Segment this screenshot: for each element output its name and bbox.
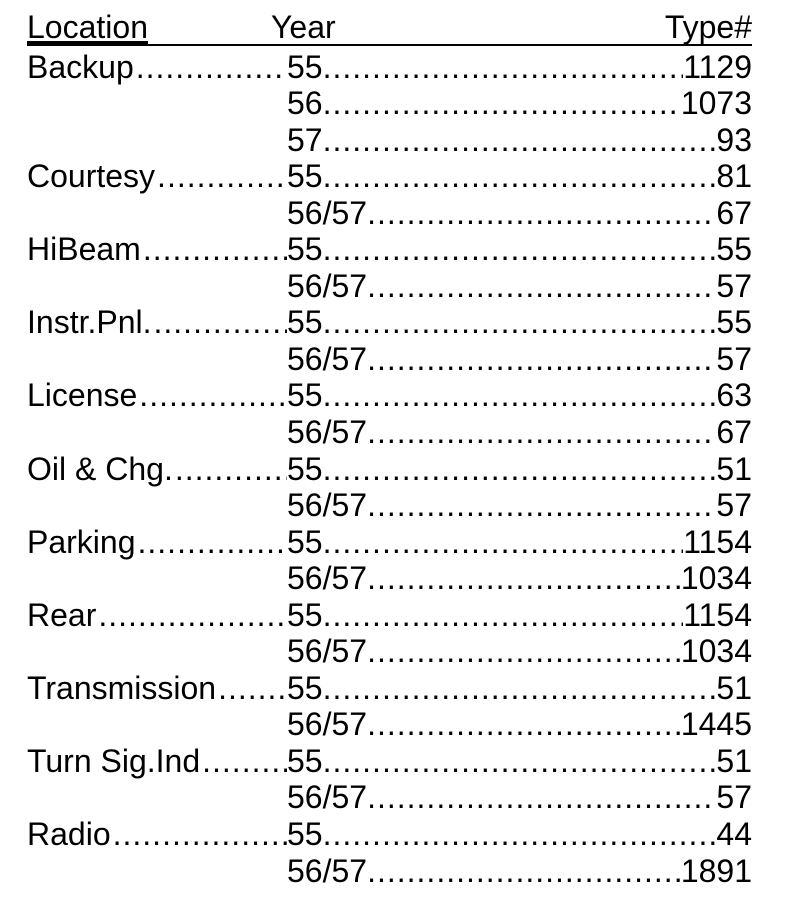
type-number: 55 <box>716 231 752 268</box>
dot-leader <box>175 451 287 487</box>
type-number: 55 <box>716 304 752 341</box>
dot-leader <box>323 524 684 560</box>
year-cell <box>287 341 716 377</box>
dot-leader <box>323 231 717 267</box>
type-number: 51 <box>716 742 752 779</box>
dot-leader <box>323 670 717 706</box>
dot-leader <box>367 633 681 669</box>
dot-leader <box>113 816 287 852</box>
location-cell <box>27 743 287 779</box>
type-number: 81 <box>716 158 752 195</box>
table-row <box>27 231 752 268</box>
year-label: 55 <box>287 669 323 706</box>
dot-leader <box>218 670 287 706</box>
type-number: 67 <box>716 194 752 231</box>
dot-leader <box>367 779 716 815</box>
year-label: 55 <box>287 304 323 341</box>
type-number: 63 <box>716 377 752 414</box>
dot-leader <box>157 158 287 194</box>
year-label: 56/57 <box>287 633 368 670</box>
table-row <box>27 742 752 779</box>
table-row <box>27 304 752 341</box>
dot-leader <box>323 122 717 158</box>
type-number: 51 <box>716 450 752 487</box>
year-cell <box>287 414 716 450</box>
type-number: 1154 <box>683 596 752 633</box>
dot-leader <box>202 743 287 779</box>
year-cell <box>287 597 683 633</box>
year-cell <box>287 743 716 779</box>
year-label: 55 <box>287 48 323 85</box>
year-label: 55 <box>287 596 323 633</box>
type-number: 1891 <box>680 852 752 889</box>
dot-leader <box>323 304 717 340</box>
year-label: 56 <box>287 85 323 122</box>
table-row <box>27 560 752 597</box>
dot-leader <box>143 231 287 267</box>
dot-leader <box>367 560 681 596</box>
table-row <box>27 633 752 670</box>
year-label: 56/57 <box>287 414 368 451</box>
location-cell <box>27 49 287 85</box>
year-cell <box>287 816 716 852</box>
dot-leader <box>367 853 681 889</box>
location-label: License <box>27 377 138 414</box>
location-label: Turn Sig.Ind <box>27 742 201 779</box>
year-label: 56/57 <box>287 267 368 304</box>
dot-leader <box>367 195 716 231</box>
table-row <box>27 158 752 195</box>
year-label: 55 <box>287 450 323 487</box>
year-label: 55 <box>287 158 323 195</box>
location-cell <box>27 816 287 852</box>
year-label: 56/57 <box>287 852 368 889</box>
year-cell <box>287 85 681 121</box>
year-cell <box>287 304 716 340</box>
location-cell <box>27 377 287 413</box>
year-cell <box>287 633 681 669</box>
year-cell <box>287 122 716 158</box>
location-header: Location <box>27 9 148 45</box>
dot-leader <box>323 597 684 633</box>
table-row <box>27 267 752 304</box>
year-cell <box>287 670 716 706</box>
type-number: 1034 <box>680 560 752 597</box>
dot-leader <box>323 49 684 85</box>
table-row <box>27 487 752 524</box>
dot-leader <box>136 49 287 85</box>
type-number: 44 <box>716 816 752 853</box>
dot-leader <box>98 597 287 633</box>
location-label: Courtesy <box>27 158 156 195</box>
year-cell <box>287 451 716 487</box>
location-cell <box>27 524 287 560</box>
bulb-chart <box>27 10 752 889</box>
dot-leader <box>367 487 716 523</box>
year-label: 56/57 <box>287 560 368 597</box>
dot-leader <box>323 377 717 413</box>
type-number: 1034 <box>680 633 752 670</box>
dot-leader <box>323 816 717 852</box>
location-label: Instr.Pnl. <box>27 304 152 341</box>
location-label: Backup <box>27 48 134 85</box>
location-label: HiBeam <box>27 231 141 268</box>
table-row <box>27 596 752 633</box>
dot-leader <box>323 451 717 487</box>
type-number: 57 <box>716 779 752 816</box>
year-label: 55 <box>287 377 323 414</box>
dot-leader <box>367 341 716 377</box>
dot-leader <box>323 85 681 121</box>
year-cell <box>287 487 716 523</box>
type-number: 93 <box>716 121 752 158</box>
table-row <box>27 413 752 450</box>
year-cell <box>287 158 716 194</box>
dot-leader <box>367 414 716 450</box>
year-cell <box>287 377 716 413</box>
year-label: 55 <box>287 523 323 560</box>
dot-leader <box>138 524 288 560</box>
year-cell <box>287 706 681 742</box>
type-header: Type# <box>664 9 752 45</box>
table-row <box>27 669 752 706</box>
table-header <box>27 10 752 46</box>
dot-leader <box>367 268 716 304</box>
dot-leader <box>154 304 288 340</box>
year-cell <box>287 853 681 889</box>
type-number: 57 <box>716 267 752 304</box>
dot-leader <box>367 706 681 742</box>
table-row <box>27 377 752 414</box>
location-cell <box>27 451 287 487</box>
year-label: 55 <box>287 231 323 268</box>
dot-leader <box>323 158 717 194</box>
location-cell <box>27 158 287 194</box>
location-label: Transmission <box>27 669 217 706</box>
table-row <box>27 340 752 377</box>
table-body <box>27 48 752 889</box>
table-row <box>27 48 752 85</box>
location-cell <box>27 304 287 340</box>
type-number: 57 <box>716 340 752 377</box>
location-cell <box>27 670 287 706</box>
table-row <box>27 194 752 231</box>
location-cell <box>27 597 287 633</box>
table-row <box>27 121 752 158</box>
table-row <box>27 852 752 889</box>
table-row <box>27 815 752 852</box>
type-number: 51 <box>716 669 752 706</box>
dot-leader <box>139 377 287 413</box>
table-row <box>27 450 752 487</box>
location-label: Rear <box>27 596 97 633</box>
year-label: 56/57 <box>287 340 368 377</box>
year-cell <box>287 268 716 304</box>
location-label: Oil & Chg. <box>27 450 173 487</box>
type-number: 1129 <box>683 48 752 85</box>
type-number: 1154 <box>683 523 752 560</box>
year-cell <box>287 779 716 815</box>
location-cell <box>27 231 287 267</box>
table-row <box>27 85 752 122</box>
table-row <box>27 706 752 743</box>
year-label: 56/57 <box>287 487 368 524</box>
year-cell <box>287 49 683 85</box>
table-row <box>27 779 752 816</box>
year-label: 55 <box>287 742 323 779</box>
year-header: Year <box>271 9 336 45</box>
year-cell <box>287 231 716 267</box>
year-label: 55 <box>287 816 323 853</box>
year-cell <box>287 524 683 560</box>
type-number: 67 <box>716 414 752 451</box>
year-label: 56/57 <box>287 779 368 816</box>
location-label: Parking <box>27 523 136 560</box>
table-row <box>27 523 752 560</box>
type-number: 1445 <box>680 706 752 743</box>
year-cell <box>287 195 716 231</box>
year-cell <box>287 560 681 596</box>
type-number: 57 <box>716 487 752 524</box>
year-label: 56/57 <box>287 194 368 231</box>
location-label: Radio <box>27 816 111 853</box>
dot-leader <box>323 743 717 779</box>
type-number: 1073 <box>680 85 752 122</box>
year-label: 56/57 <box>287 706 368 743</box>
year-label: 57 <box>287 121 323 158</box>
